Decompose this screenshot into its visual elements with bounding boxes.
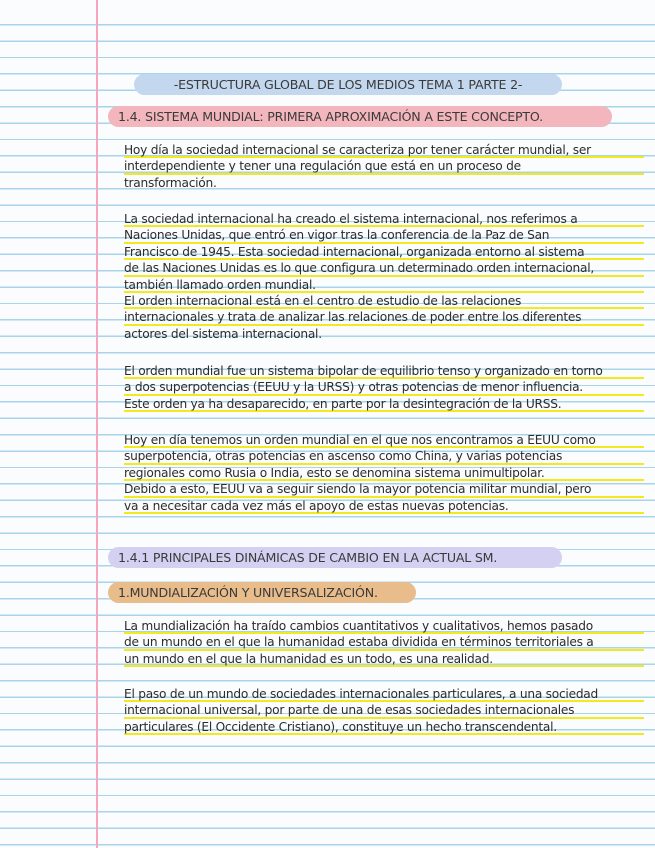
notebook-margin-line xyxy=(96,0,98,848)
document-title: -ESTRUCTURA GLOBAL DE LOS MEDIOS TEMA 1 PARTE 2- xyxy=(134,74,562,95)
paragraph-6-line: internacional universal, por parte de una de esas sociedades internacionales xyxy=(124,702,644,718)
paragraph-4-line: Debido a esto, EEUU va a seguir siendo la mayor potencia militar mundial, pero xyxy=(124,481,644,497)
paragraph-1-line: Hoy día la sociedad internacional se caracteriza por tener carácter mundial, ser xyxy=(124,142,644,158)
paragraph-2-line: Francisco de 1945. Esta sociedad internacional, organizada entorno al sistema xyxy=(124,244,644,260)
paragraph-2-line: La sociedad internacional ha creado el sistema internacional, nos referimos a xyxy=(124,211,644,227)
paragraph-2-line: El orden internacional está en el centro de estudio de las relaciones xyxy=(124,293,644,309)
paragraph-2-line: actores del sistema internacional. xyxy=(124,326,322,341)
paragraph-6-line: particulares (El Occidente Cristiano), constituye un hecho transcendental. xyxy=(124,719,644,735)
paragraph-5 xyxy=(124,618,644,667)
paragraph-3 xyxy=(124,363,644,412)
paragraph-5-line: un mundo en el que la humanidad es un todo, es una realidad. xyxy=(124,651,644,667)
paragraph-2-line: internacionales y trata de analizar las relaciones de poder entre los diferentes xyxy=(124,309,644,325)
paragraph-1-line: transformación. xyxy=(124,175,217,190)
topic-heading-mundializacion: 1.MUNDIALIZACIÓN Y UNIVERSALIZACIÓN. xyxy=(108,582,416,603)
paragraph-6 xyxy=(124,686,644,735)
section-heading-1-4: 1.4. SISTEMA MUNDIAL: PRIMERA APROXIMACIÓN A ESTE CONCEPTO. xyxy=(108,106,612,127)
paragraph-2-line: de las Naciones Unidas es lo que configura un determinado orden internacional, xyxy=(124,260,644,276)
paragraph-1-line: interdependiente y tener una regulación que está en un proceso de xyxy=(124,158,644,174)
paragraph-2 xyxy=(124,211,644,342)
subsection-heading-1-4-1: 1.4.1 PRINCIPALES DINÁMICAS DE CAMBIO EN LA ACTUAL SM. xyxy=(108,547,562,568)
paragraph-5-line: La mundialización ha traído cambios cuantitativos y cualitativos, hemos pasado xyxy=(124,618,644,634)
paragraph-3-line: Este orden ya ha desaparecido, en parte por la desintegración de la URSS. xyxy=(124,396,644,412)
paragraph-4-line: regionales como Rusia o India, esto se denomina sistema unimultipolar. xyxy=(124,465,644,481)
paragraph-1 xyxy=(124,142,644,191)
paragraph-2-line: también llamado orden mundial. xyxy=(124,277,644,293)
paragraph-4-line: superpotencia, otras potencias en ascenso como China, y varias potencias xyxy=(124,448,644,464)
paragraph-2-line: Naciones Unidas, que entró en vigor tras la conferencia de la Paz de San xyxy=(124,227,644,243)
paragraph-4-line: Hoy en día tenemos un orden mundial en el que nos encontramos a EEUU como xyxy=(124,432,644,448)
paragraph-5-line: de un mundo en el que la humanidad estaba dividida en términos territoriales a xyxy=(124,634,644,650)
paragraph-4 xyxy=(124,432,644,514)
paragraph-3-line: a dos superpotencias (EEUU y la URSS) y otras potencias de menor influencia. xyxy=(124,379,644,395)
paragraph-6-line: El paso de un mundo de sociedades internacionales particulares, a una sociedad xyxy=(124,686,644,702)
paragraph-3-line: El orden mundial fue un sistema bipolar de equilibrio tenso y organizado en torno xyxy=(124,363,644,379)
paragraph-4-line: va a necesitar cada vez más el apoyo de estas nuevas potencias. xyxy=(124,498,644,514)
